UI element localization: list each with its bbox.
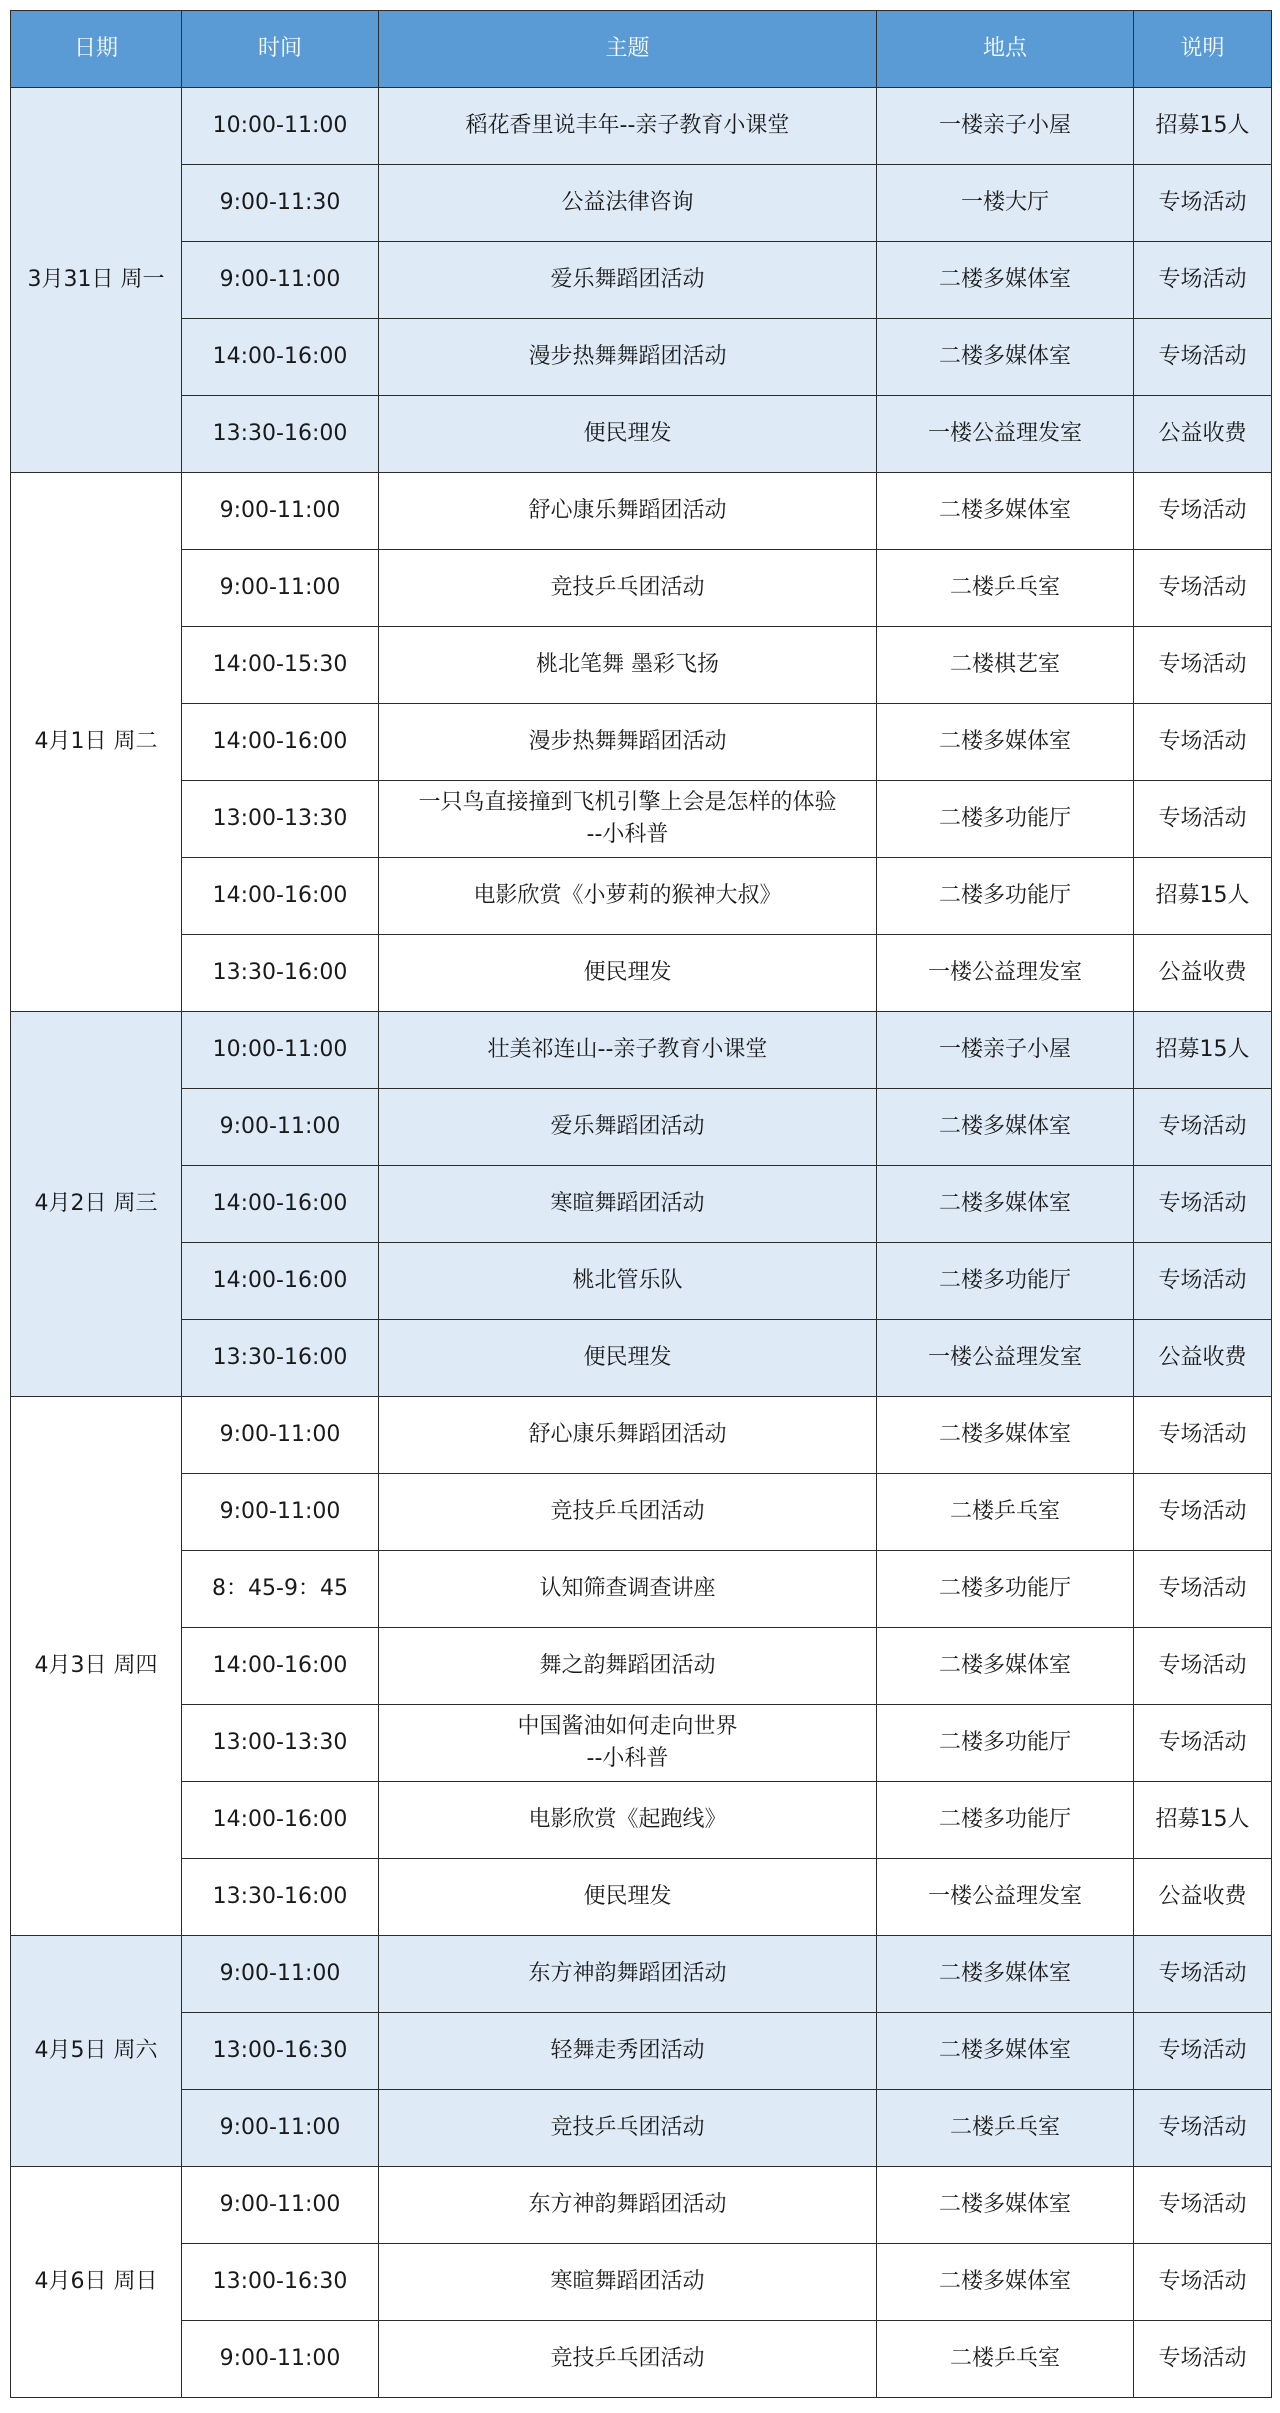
table-row	[11, 550, 1272, 627]
table-row	[11, 2244, 1272, 2321]
time-cell: 14:00-16:00	[182, 319, 379, 396]
place-cell: 二楼乒乓室	[877, 550, 1134, 627]
time-cell: 9:00-11:30	[182, 165, 379, 242]
date-cell: 4月3日 周四	[11, 1397, 182, 1936]
place-cell: 二楼多媒体室	[877, 704, 1134, 781]
topic-cell: 竞技乒乓团活动	[379, 2321, 877, 2398]
time-cell: 9:00-11:00	[182, 2090, 379, 2167]
time-cell: 13:30-16:00	[182, 935, 379, 1012]
table-row	[11, 1859, 1272, 1936]
time-cell: 10:00-11:00	[182, 88, 379, 165]
place-cell: 二楼多媒体室	[877, 2244, 1134, 2321]
topic-cell: 寒暄舞蹈团活动	[379, 2244, 877, 2321]
place-cell: 一楼大厅	[877, 165, 1134, 242]
table-row	[11, 781, 1272, 858]
schedule-table	[10, 10, 1272, 2398]
header-date: 日期	[11, 11, 182, 88]
table-row	[11, 1936, 1272, 2013]
note-cell: 专场活动	[1134, 1551, 1272, 1628]
note-cell: 招募15人	[1134, 858, 1272, 935]
date-cell: 4月1日 周二	[11, 473, 182, 1012]
time-cell: 13:30-16:00	[182, 1859, 379, 1936]
place-cell: 二楼多媒体室	[877, 319, 1134, 396]
topic-cell: 便民理发	[379, 396, 877, 473]
note-cell: 公益收费	[1134, 1859, 1272, 1936]
topic-cell: 竞技乒乓团活动	[379, 550, 877, 627]
topic-cell: 寒暄舞蹈团活动	[379, 1166, 877, 1243]
topic-cell: 爱乐舞蹈团活动	[379, 242, 877, 319]
time-cell: 9:00-11:00	[182, 1474, 379, 1551]
table-row	[11, 242, 1272, 319]
place-cell: 二楼乒乓室	[877, 2090, 1134, 2167]
time-cell: 13:30-16:00	[182, 1320, 379, 1397]
place-cell: 一楼公益理发室	[877, 396, 1134, 473]
time-cell: 14:00-16:00	[182, 1166, 379, 1243]
table-body	[11, 88, 1272, 2398]
note-cell: 招募15人	[1134, 88, 1272, 165]
header-time: 时间	[182, 11, 379, 88]
time-cell: 13:30-16:00	[182, 396, 379, 473]
place-cell: 二楼多功能厅	[877, 1551, 1134, 1628]
time-cell: 9:00-11:00	[182, 242, 379, 319]
topic-cell: 认知筛查调查讲座	[379, 1551, 877, 1628]
note-cell: 专场活动	[1134, 2013, 1272, 2090]
place-cell: 二楼乒乓室	[877, 2321, 1134, 2398]
time-cell: 13:00-16:30	[182, 2013, 379, 2090]
time-cell: 8：45-9：45	[182, 1551, 379, 1628]
topic-cell: 便民理发	[379, 1320, 877, 1397]
table-row	[11, 627, 1272, 704]
topic-cell: 一只鸟直接撞到飞机引擎上会是怎样的体验 --小科普	[379, 781, 877, 858]
table-row	[11, 1012, 1272, 1089]
time-cell: 14:00-16:00	[182, 858, 379, 935]
table-row	[11, 1089, 1272, 1166]
table-row	[11, 1551, 1272, 1628]
table-row	[11, 1705, 1272, 1782]
time-cell: 9:00-11:00	[182, 2321, 379, 2398]
topic-cell: 桃北管乐队	[379, 1243, 877, 1320]
note-cell: 专场活动	[1134, 165, 1272, 242]
date-cell: 4月6日 周日	[11, 2167, 182, 2398]
note-cell: 专场活动	[1134, 1397, 1272, 1474]
note-cell: 专场活动	[1134, 2090, 1272, 2167]
note-cell: 专场活动	[1134, 704, 1272, 781]
note-cell: 招募15人	[1134, 1782, 1272, 1859]
time-cell: 13:00-16:30	[182, 2244, 379, 2321]
table-row	[11, 165, 1272, 242]
note-cell: 专场活动	[1134, 1705, 1272, 1782]
place-cell: 二楼多媒体室	[877, 242, 1134, 319]
topic-cell: 便民理发	[379, 1859, 877, 1936]
note-cell: 专场活动	[1134, 1166, 1272, 1243]
table-row	[11, 1628, 1272, 1705]
table-row	[11, 1320, 1272, 1397]
table-row	[11, 88, 1272, 165]
note-cell: 专场活动	[1134, 1089, 1272, 1166]
topic-cell: 爱乐舞蹈团活动	[379, 1089, 877, 1166]
topic-cell: 桃北笔舞 墨彩飞扬	[379, 627, 877, 704]
topic-cell: 便民理发	[379, 935, 877, 1012]
header-row	[11, 11, 1272, 88]
note-cell: 专场活动	[1134, 242, 1272, 319]
place-cell: 二楼多媒体室	[877, 1628, 1134, 1705]
topic-cell: 漫步热舞舞蹈团活动	[379, 319, 877, 396]
place-cell: 二楼多媒体室	[877, 1089, 1134, 1166]
date-cell: 3月31日 周一	[11, 88, 182, 473]
table-row	[11, 396, 1272, 473]
place-cell: 一楼亲子小屋	[877, 1012, 1134, 1089]
table-row	[11, 319, 1272, 396]
note-cell: 专场活动	[1134, 473, 1272, 550]
place-cell: 二楼多功能厅	[877, 1243, 1134, 1320]
note-cell: 公益收费	[1134, 1320, 1272, 1397]
header-note: 说明	[1134, 11, 1272, 88]
note-cell: 招募15人	[1134, 1012, 1272, 1089]
note-cell: 专场活动	[1134, 1628, 1272, 1705]
topic-cell: 中国酱油如何走向世界 --小科普	[379, 1705, 877, 1782]
place-cell: 二楼多媒体室	[877, 1936, 1134, 2013]
table-row	[11, 858, 1272, 935]
time-cell: 9:00-11:00	[182, 1089, 379, 1166]
place-cell: 二楼多媒体室	[877, 2167, 1134, 2244]
place-cell: 二楼多媒体室	[877, 2013, 1134, 2090]
note-cell: 专场活动	[1134, 2167, 1272, 2244]
note-cell: 专场活动	[1134, 2244, 1272, 2321]
time-cell: 9:00-11:00	[182, 473, 379, 550]
topic-cell: 竞技乒乓团活动	[379, 2090, 877, 2167]
topic-cell: 漫步热舞舞蹈团活动	[379, 704, 877, 781]
note-cell: 专场活动	[1134, 2321, 1272, 2398]
time-cell: 9:00-11:00	[182, 1936, 379, 2013]
place-cell: 二楼多媒体室	[877, 1166, 1134, 1243]
note-cell: 专场活动	[1134, 1243, 1272, 1320]
topic-cell: 电影欣赏《小萝莉的猴神大叔》	[379, 858, 877, 935]
topic-cell: 东方神韵舞蹈团活动	[379, 2167, 877, 2244]
time-cell: 14:00-16:00	[182, 1782, 379, 1859]
date-cell: 4月2日 周三	[11, 1012, 182, 1397]
place-cell: 一楼公益理发室	[877, 1320, 1134, 1397]
table-row	[11, 704, 1272, 781]
header-topic: 主题	[379, 11, 877, 88]
table-row	[11, 935, 1272, 1012]
table-row	[11, 2013, 1272, 2090]
topic-cell: 舒心康乐舞蹈团活动	[379, 473, 877, 550]
place-cell: 二楼多功能厅	[877, 1782, 1134, 1859]
topic-cell: 轻舞走秀团活动	[379, 2013, 877, 2090]
time-cell: 9:00-11:00	[182, 2167, 379, 2244]
topic-cell: 壮美祁连山--亲子教育小课堂	[379, 1012, 877, 1089]
topic-cell: 东方神韵舞蹈团活动	[379, 1936, 877, 2013]
time-cell: 13:00-13:30	[182, 1705, 379, 1782]
table-row	[11, 1474, 1272, 1551]
table-row	[11, 1397, 1272, 1474]
topic-cell: 电影欣赏《起跑线》	[379, 1782, 877, 1859]
note-cell: 专场活动	[1134, 781, 1272, 858]
table-header	[11, 11, 1272, 88]
topic-cell: 舒心康乐舞蹈团活动	[379, 1397, 877, 1474]
place-cell: 二楼多媒体室	[877, 1397, 1134, 1474]
table-row	[11, 2321, 1272, 2398]
table-row	[11, 1243, 1272, 1320]
table-row	[11, 1166, 1272, 1243]
topic-cell: 竞技乒乓团活动	[379, 1474, 877, 1551]
table-row	[11, 2167, 1272, 2244]
time-cell: 9:00-11:00	[182, 1397, 379, 1474]
date-cell: 4月5日 周六	[11, 1936, 182, 2167]
place-cell: 一楼亲子小屋	[877, 88, 1134, 165]
topic-cell: 公益法律咨询	[379, 165, 877, 242]
note-cell: 专场活动	[1134, 550, 1272, 627]
time-cell: 13:00-13:30	[182, 781, 379, 858]
header-place: 地点	[877, 11, 1134, 88]
time-cell: 14:00-16:00	[182, 704, 379, 781]
place-cell: 一楼公益理发室	[877, 935, 1134, 1012]
place-cell: 二楼多功能厅	[877, 781, 1134, 858]
place-cell: 二楼多功能厅	[877, 858, 1134, 935]
table-row	[11, 473, 1272, 550]
table-row	[11, 2090, 1272, 2167]
place-cell: 二楼棋艺室	[877, 627, 1134, 704]
topic-cell: 舞之韵舞蹈团活动	[379, 1628, 877, 1705]
time-cell: 14:00-16:00	[182, 1243, 379, 1320]
place-cell: 二楼多媒体室	[877, 473, 1134, 550]
time-cell: 14:00-15:30	[182, 627, 379, 704]
time-cell: 10:00-11:00	[182, 1012, 379, 1089]
note-cell: 公益收费	[1134, 396, 1272, 473]
time-cell: 9:00-11:00	[182, 550, 379, 627]
note-cell: 专场活动	[1134, 627, 1272, 704]
note-cell: 专场活动	[1134, 319, 1272, 396]
place-cell: 二楼乒乓室	[877, 1474, 1134, 1551]
topic-cell: 稻花香里说丰年--亲子教育小课堂	[379, 88, 877, 165]
place-cell: 二楼多功能厅	[877, 1705, 1134, 1782]
place-cell: 一楼公益理发室	[877, 1859, 1134, 1936]
note-cell: 专场活动	[1134, 1936, 1272, 2013]
table-row	[11, 1782, 1272, 1859]
note-cell: 专场活动	[1134, 1474, 1272, 1551]
time-cell: 14:00-16:00	[182, 1628, 379, 1705]
note-cell: 公益收费	[1134, 935, 1272, 1012]
